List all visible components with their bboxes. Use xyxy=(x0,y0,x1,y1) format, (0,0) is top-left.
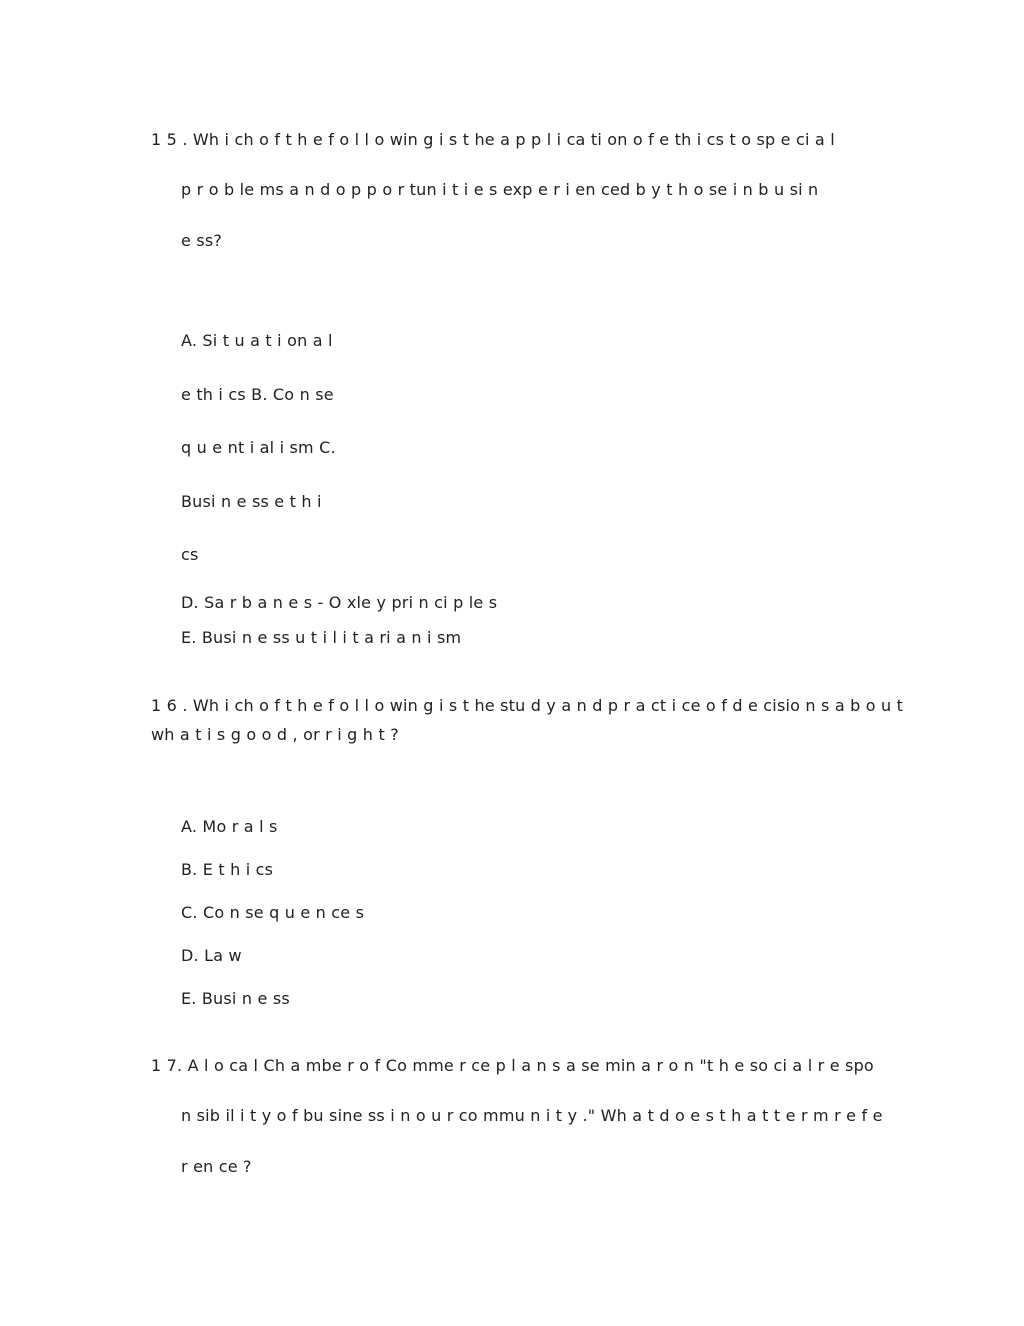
question-15-line-2: p r o b le ms a n d o p p o r tun i t i e s exp e r i en ced b y t h o se i n b u si n xyxy=(181,180,819,199)
question-16-option-a: A. Mo r a l s xyxy=(181,817,278,836)
question-15-line-1: 1 5 . Wh i ch o f t h e f o l l o win g i s t he a p p l i ca ti on o f e th i cs t o sp e ci a l xyxy=(151,130,835,149)
question-16-option-d: D. La w xyxy=(181,946,242,965)
question-15-option-line: cs xyxy=(181,545,199,564)
question-15-line-3: e ss? xyxy=(181,231,223,250)
question-16-option-c: C. Co n se q u e n ce s xyxy=(181,903,365,922)
question-16-line-2: wh a t i s g o o d , or r i g h t ? xyxy=(151,725,399,744)
question-15-option-line: q u e nt i al i sm C. xyxy=(181,438,336,457)
question-15-option-line: Busi n e ss e t h i xyxy=(181,492,322,511)
question-17-line-2: n sib il i t y o f bu sine ss i n o u r co mmu n i t y ." Wh a t d o e s t h a t t e r m r e f e xyxy=(181,1106,883,1125)
question-15-option-a: A. Si t u a t i on a l xyxy=(181,331,333,350)
question-16-option-e: E. Busi n e ss xyxy=(181,989,290,1008)
question-16-option-b: B. E t h i cs xyxy=(181,860,274,879)
question-15-option-line: e th i cs B. Co n se xyxy=(181,385,334,404)
question-17-line-1: 1 7. A l o ca l Ch a mbe r o f Co mme r ce p l a n s a se min a r o n "t h e so ci a l r e spo xyxy=(151,1056,874,1075)
question-17-line-3: r en ce ? xyxy=(181,1157,252,1176)
question-16-line-1: 1 6 . Wh i ch o f t h e f o l l o win g i s t he stu d y a n d p r a ct i ce o f d e cisio n s a b o u t xyxy=(151,696,904,715)
question-15-option-e: E. Busi n e ss u t i l i t a ri a n i sm xyxy=(181,628,462,647)
question-15-option-d: D. Sa r b a n e s - O xle y pri n ci p le s xyxy=(181,593,498,612)
